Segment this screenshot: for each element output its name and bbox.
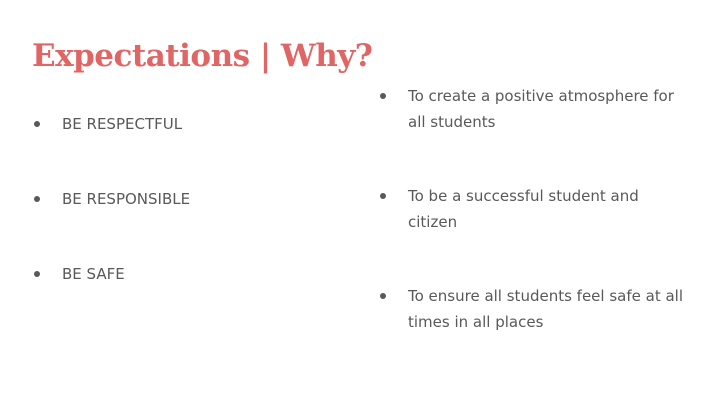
expectations-list: [34, 111, 334, 336]
reason-item-successful: [380, 183, 690, 235]
bullet-icon: [34, 271, 40, 277]
slide-title: Expectations | Why?: [32, 38, 373, 74]
reason-item-atmosphere: [380, 83, 690, 135]
bullet-icon: [380, 93, 386, 99]
expectation-text: BE RESPONSIBLE: [62, 190, 191, 208]
reason-text: To create a positive atmosphere for all students: [408, 87, 674, 131]
reasons-list: [380, 83, 690, 383]
reason-text: To ensure all students feel safe at all times in all places: [408, 287, 683, 331]
expectation-item-responsible: [34, 186, 334, 212]
bullet-icon: [380, 293, 386, 299]
reason-text: To be a successful student and citizen: [408, 187, 639, 231]
bullet-icon: [34, 121, 40, 127]
expectation-text: BE SAFE: [62, 265, 125, 283]
expectation-text: BE RESPECTFUL: [62, 115, 183, 133]
bullet-icon: [380, 193, 386, 199]
expectation-item-respectful: [34, 111, 334, 137]
expectation-item-safe: [34, 261, 334, 287]
bullet-icon: [34, 196, 40, 202]
reason-item-safe: [380, 283, 690, 335]
